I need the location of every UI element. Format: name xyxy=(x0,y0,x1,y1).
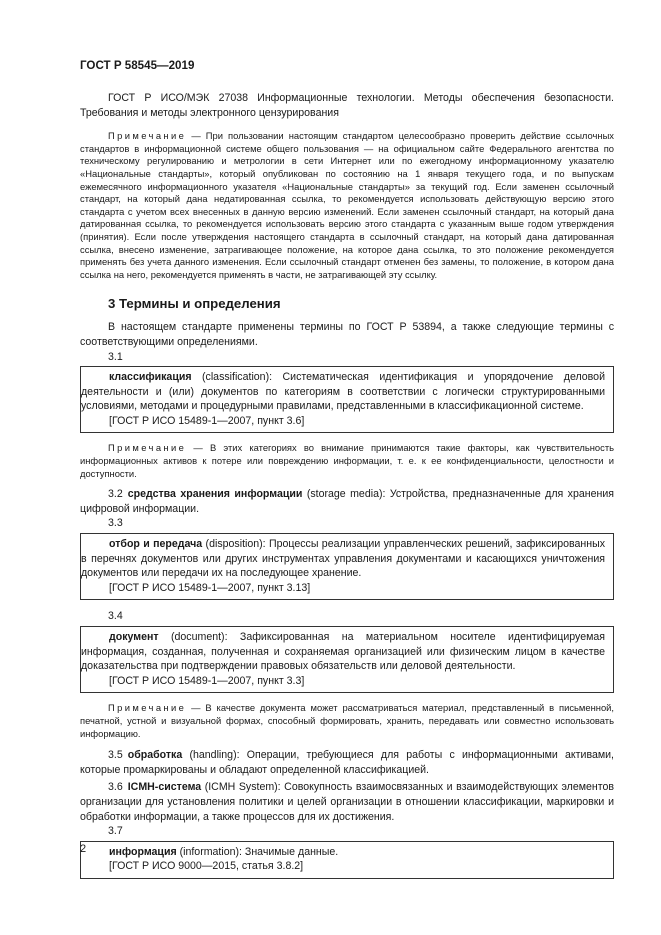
term-definition xyxy=(81,537,605,581)
term-title: средства хранения информации xyxy=(127,488,303,501)
note-label: Примечание xyxy=(108,442,187,454)
term-definition-text: (information): Значимые данные. xyxy=(176,845,339,858)
term-title: отбор и передача xyxy=(109,538,203,551)
term-definition xyxy=(81,370,605,414)
term-box-document xyxy=(80,626,614,693)
term-title: информация xyxy=(109,845,177,858)
term-title: классификация xyxy=(109,371,192,384)
term-note xyxy=(80,702,614,740)
term-number: 3.4 xyxy=(108,610,123,623)
term-handling xyxy=(80,748,614,777)
term-definition-text: (storage media): Устройства, предназначенные для хранения цифровой информации. xyxy=(80,488,614,515)
term-source: [ГОСТ Р ИСО 15489-1—2007, пункт 3.3] xyxy=(109,674,305,687)
term-source: [ГОСТ Р ИСО 15489-1—2007, пункт 3.6] xyxy=(109,414,305,427)
term-number: 3.7 xyxy=(108,825,123,838)
term-number: 3.2 xyxy=(108,488,123,501)
term-number: 3.1 xyxy=(108,350,123,363)
term-box-information xyxy=(80,841,614,879)
term-number: 3.6 xyxy=(108,781,123,794)
term-definition-text: (document): Зафиксированная на материальном носителе идентифицируемая информация, созданная, полученная и сохраняемая организацией или физическим лицом в качестве доказательства при подтверждении правовых обязательств или деловой деятельности. xyxy=(81,631,605,673)
note-text: — При пользовании настоящим стандартом целесообразно проверить действие ссылочных стандартов в информационной системе общего пользования — на официальном сайте Федерального агентства по техническому регулированию и метрологии в сети Интернет или по ежегодному информационному указателю «Национальные стандарты», который опубликован по состоянию на 1 января текущего года, и по выпускам ежемесячного информационного указателя «Национальные стандарты» за текущий год. Если заменен ссылочный стандарт, на который дана недатированная ссылка, то рекомендуется использовать действующую версию этого стандарта с учетом всех внесенных в данную версию изменений. Если заменен ссылочный стандарт, на который дана датированная ссылка, то рекомендуется использовать версию этого стандарта с указанным выше годом утверждения (принятия). Если после утверждения настоящего стандарта в ссылочный стандарт, на который дана датированная ссылка, внесено изменение, затрагивающее положение, на которое дана ссылка, то это положение рекомендуется применять без учета данного изменения. Если ссылочный стандарт отменен без замены, то положение, в котором дана ссылка на него, рекомендуется применять в части, не затрагивающей эту ссылку. xyxy=(80,130,614,280)
term-definition-text: (handling): Операции, требующиеся для работы с информационными активами, которые промаркированы и обладают определенной классификацией. xyxy=(80,749,614,776)
intro-note xyxy=(80,130,614,281)
page-number: 2 xyxy=(80,843,87,855)
term-icmh-system xyxy=(80,780,614,824)
term-definition-text: (ICMH System): Совокупность взаимосвязанных и взаимодействующих элементов организации для установления политики и целей организации в отношении классификации, маркировки и обработки информации, а также процессов для их достижения. xyxy=(80,781,614,823)
document-header: ГОСТ Р 58545—2019 xyxy=(80,59,195,72)
term-title: обработка xyxy=(127,749,183,762)
section-title: 3 Термины и определения xyxy=(108,296,281,312)
note-label: Примечание xyxy=(108,130,187,142)
term-box-classification xyxy=(80,366,614,433)
term-source: [ГОСТ Р ИСО 15489-1—2007, пункт 3.13] xyxy=(109,581,311,594)
term-title: документ xyxy=(109,631,159,643)
term-number: 3.3 xyxy=(108,517,123,530)
term-number: 3.5 xyxy=(108,749,123,762)
term-source: [ГОСТ Р ИСО 9000—2015, статья 3.8.2] xyxy=(109,860,304,873)
note-text: — В этих категориях во внимание принимаются такие факторы, как чувствительность информационных активов к потере или повреждению информации, т. е. к ее конфиденциальности, целостности и доступности. xyxy=(80,442,614,479)
section-intro: В настоящем стандарте применены термины по ГОСТ Р 53894, а также следующие термины с соответствующими определениями. xyxy=(80,321,614,348)
note-label: Примечание xyxy=(108,702,187,714)
normative-reference: ГОСТ Р ИСО/МЭК 27038 Информационные технологии. Методы обеспечения безопасности. Требования и методы электронного цензурирования xyxy=(80,92,614,119)
term-box-disposition xyxy=(80,533,614,600)
page-content xyxy=(80,91,614,879)
term-note xyxy=(80,442,614,480)
term-definition-text: (disposition): Процессы реализации управленческих решений, зафиксированных в перечнях документов или других инструментах управления документами и касающихся уничтожения документов или передачи их на последующее хранение. xyxy=(81,538,605,580)
note-text: — В качестве документа может рассматриваться материал, представленный в письменной, печатной, устной и визуальной формах, способный формировать, хранить, передавать или совместно использовать информацию. xyxy=(80,702,614,739)
term-storage-media xyxy=(80,487,614,516)
term-definition-text: (classification): Систематическая идентификация и упорядочение деловой деятельности и (или) документов по категориям в соответствии с логически структурированными условиями, методами и процедурными правилами, представленными в классификационной системе. xyxy=(81,371,605,413)
term-definition xyxy=(81,630,605,674)
term-definition xyxy=(81,845,605,860)
term-title: ICMH-система xyxy=(127,781,202,794)
